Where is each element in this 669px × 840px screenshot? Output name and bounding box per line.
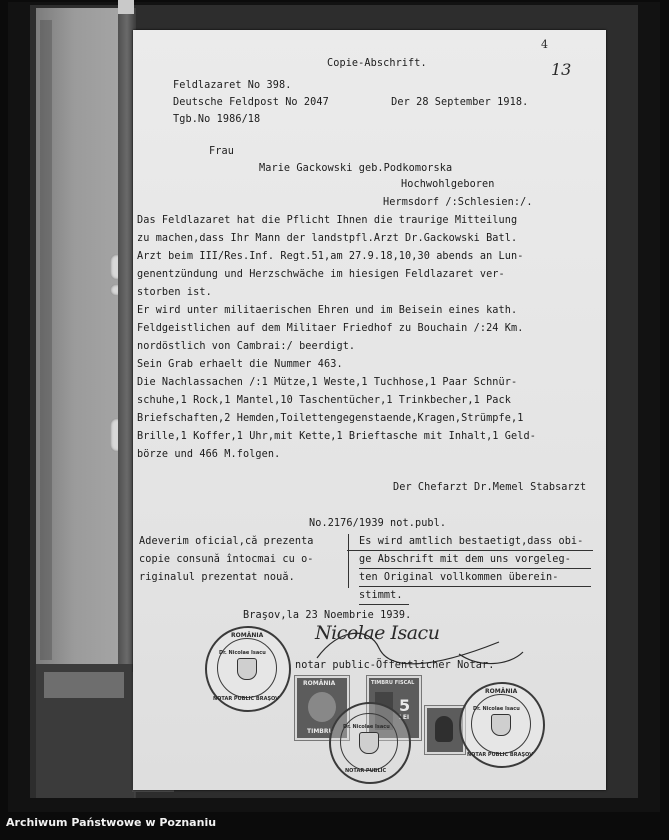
pencil-annotation-small: 4 bbox=[541, 38, 548, 51]
doc-line-address: Hermsdorf /:Schlesien:/. bbox=[383, 197, 533, 208]
cert-column-divider bbox=[348, 534, 349, 588]
document-page bbox=[133, 30, 606, 790]
doc-line-2: Deutsche Feldpost No 2047 Der 28 September 1918. bbox=[173, 97, 529, 108]
folder-clip bbox=[118, 0, 134, 14]
doc-line-body-9: Sein Grab erhaelt die Nummer 463. bbox=[137, 359, 343, 370]
notary-seal-right: ROMÂNIA Dr. Nicolae Isacu NOTAR PUBLIC BRAŞOV bbox=[459, 682, 545, 768]
doc-line-body-14: börze und 466 M.folgen. bbox=[137, 449, 281, 460]
cert-rule-3 bbox=[359, 586, 591, 587]
doc-line-honorific: Hochwohlgeboren bbox=[401, 179, 495, 190]
doc-line-signatory: Der Chefarzt Dr.Memel Stabsarzt bbox=[393, 482, 587, 493]
doc-line-recipient-name: Marie Gackowski geb.Podkomorska bbox=[259, 163, 453, 174]
doc-line-recipient-salutation: Frau bbox=[209, 146, 234, 157]
doc-line-body-13: Brille,1 Koffer,1 Uhr,mit Kette,1 Brieftasche mit Inhalt,1 Geld- bbox=[137, 431, 536, 442]
doc-line-body-10: Die Nachlassachen /:1 Mütze,1 Weste,1 Tuchhose,1 Paar Schnür- bbox=[137, 377, 518, 388]
fiscal-stamp-2: TIMBRU FISCAL 5 LEI bbox=[367, 676, 421, 740]
cert-german-1: Es wird amtlich bestaetigt,dass obi- bbox=[359, 536, 584, 547]
doc-line-body-4: genentzündung und Herzschwäche im hiesigen Feldlazaret ver- bbox=[137, 269, 505, 280]
folder-shadow-strip bbox=[40, 20, 52, 660]
folder-label-patch bbox=[44, 672, 124, 698]
doc-line-body-5: storben ist. bbox=[137, 287, 212, 298]
notary-signature: Nicolae Isacu bbox=[315, 622, 440, 644]
doc-line-body-6: Er wird unter militaerischen Ehren und im Beisein eines kath. bbox=[137, 305, 518, 316]
doc-line-body-1: Das Feldlazaret hat die Pflicht Ihnen die traurige Mitteilung bbox=[137, 215, 518, 226]
cert-rule-4 bbox=[359, 604, 409, 605]
doc-line-1: Feldlazaret No 398. bbox=[173, 80, 292, 91]
doc-line-body-8: nordöstlich von Cambrai:/ beerdigt. bbox=[137, 341, 356, 352]
document-header: Copie-Abschrift. bbox=[327, 58, 427, 69]
cert-rule-1 bbox=[347, 550, 593, 551]
doc-line-3: Tgb.No 1986/18 bbox=[173, 114, 261, 125]
doc-line-body-7: Feldgeistlichen auf dem Militaer Friedhof zu Bouchain /:24 Km. bbox=[137, 323, 524, 334]
cert-german-4: stimmt. bbox=[359, 590, 403, 601]
certification-number: No.2176/1939 not.publ. bbox=[309, 518, 447, 529]
cert-romanian-3: riginalul prezentat nouă. bbox=[139, 572, 295, 583]
cert-german-2: ge Abschrift mit dem uns vorgeleg- bbox=[359, 554, 571, 565]
fiscal-stamp-1: ROMÂNIA TIMBRU bbox=[295, 676, 349, 740]
cert-rule-2 bbox=[359, 568, 591, 569]
notary-title: notar public-Öffentlicher Notar. bbox=[295, 660, 495, 671]
pencil-annotation-folio: 13 bbox=[551, 60, 572, 79]
notary-seal-middle: Dr. Nicolae Isacu NOTAR PUBLIC bbox=[329, 702, 411, 784]
cert-place-date: Braşov,la 23 Noembrie 1939. bbox=[243, 610, 412, 621]
notary-seal-left: ROMÂNIA Dr. Nicolae Isacu NOTAR PUBLIC BRAŞOV bbox=[205, 626, 291, 712]
doc-line-body-12: Briefschaften,2 Hemden,Toilettengegenstaende,Kragen,Strümpfe,1 bbox=[137, 413, 524, 424]
cert-german-3: ten Original vollkommen überein- bbox=[359, 572, 559, 583]
doc-line-body-11: schuhe,1 Rock,1 Mantel,10 Taschentücher,1 Trinkbecher,1 Pack bbox=[137, 395, 512, 406]
doc-line-body-3: Arzt beim III/Res.Inf. Regt.51,am 27.9.18,10,30 abends an Lun- bbox=[137, 251, 524, 262]
cert-romanian-2: copie consună întocmai cu o- bbox=[139, 554, 314, 565]
doc-line-body-2: zu machen,dass Ihr Mann der landstpfl.Arzt Dr.Gackowski Batl. bbox=[137, 233, 518, 244]
archive-label: Archiwum Państwowe w Poznaniu bbox=[6, 816, 217, 829]
cert-romanian-1: Adeverim oficial,că prezenta bbox=[139, 536, 314, 547]
